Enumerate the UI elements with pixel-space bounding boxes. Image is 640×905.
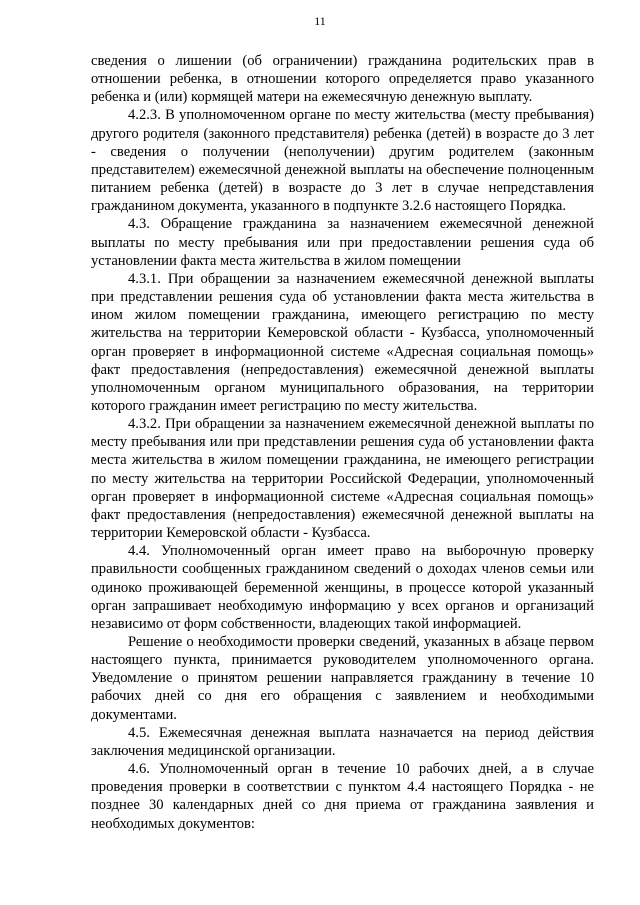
- document-body: [91, 52, 594, 833]
- paragraph-parental-rights-info: сведения о лишении (об ограничении) гражданина родительских прав в отношении ребенка, в отношении которого определяется право указанного ребенка и (или) кормящей матери на ежемесячную денежную выплату.: [91, 53, 594, 106]
- page-number: 11: [314, 14, 326, 28]
- paragraph-4-3: 4.3. Обращение гражданина за назначением ежемесячной денежной выплаты по месту пребывания или при предоставлении решения суда об установлении факта места жительства в жилом помещении: [91, 216, 594, 269]
- paragraph-4-2-3: 4.2.3. В уполномоченном органе по месту жительства (месту пребывания) другого родителя (законного представителя) ребенка (детей) в возрасте до 3 лет - сведения о получении (неполучении) другим родителем (законным представителем) ежемесячной денежной выплаты на обеспечение полноценным питанием ребенка (детей) в возрасте до 3 лет в случае непредставления гражданином документа, указанного в подпункте 3.2.6 настоящего Порядка.: [91, 107, 594, 215]
- paragraph-4-3-2: 4.3.2. При обращении за назначением ежемесячной денежной выплаты по месту пребывания или при представлении решения суда об установлении факта места жительства в жилом помещении гражданина, не имеющего регистрации по месту жительства на территории Российской Федерации, уполномоченный орган проверяет в информационной системе «Адресная социальная помощь» факт предоставления (непредоставления) ежемесячной денежной выплаты на территории Кемеровской области - Кузбасса.: [91, 416, 594, 542]
- paragraph-4-4: 4.4. Уполномоченный орган имеет право на выборочную проверку правильности сообщенных гражданином сведений о доходах членов семьи или одиноко проживающей беременной женщины, в процессе которой указанный орган запрашивает необходимую информацию у всех органов и организаций независимо от форм собственности, владеющих такой информацией.: [91, 543, 594, 632]
- paragraph-4-6: 4.6. Уполномоченный орган в течение 10 рабочих дней, а в случае проведения проверки в соответствии с пунктом 4.4 настоящего Порядка - не позднее 30 календарных дней со дня приема от гражданина заявления и необходимых документов:: [91, 761, 594, 832]
- paragraph-4-5: 4.5. Ежемесячная денежная выплата назначается на период действия заключения медицинской организации.: [91, 724, 594, 759]
- paragraph-4-3-1: 4.3.1. При обращении за назначением ежемесячной денежной выплаты при представлении решения суда об установлении факта места жительства в ином жилом помещении гражданина, имеющего регистрацию по месту жительства на территории Кемеровской области - Кузбасса, уполномоченный орган проверяет в информационной системе «Адресная социальная помощь» факт предоставления (непредоставления) ежемесячной денежной выплаты уполномоченным органом муниципального образования, на территории которого гражданин имеет регистрацию по месту жительства.: [91, 270, 594, 414]
- paragraph-4-4-decision: Решение о необходимости проверки сведений, указанных в абзаце первом настоящего пункта, принимается руководителем уполномоченного органа. Уведомление о принятом решении направляется гражданину в течение 10 рабочих дней со дня его обращения с заявлением и необходимыми документами.: [91, 634, 594, 723]
